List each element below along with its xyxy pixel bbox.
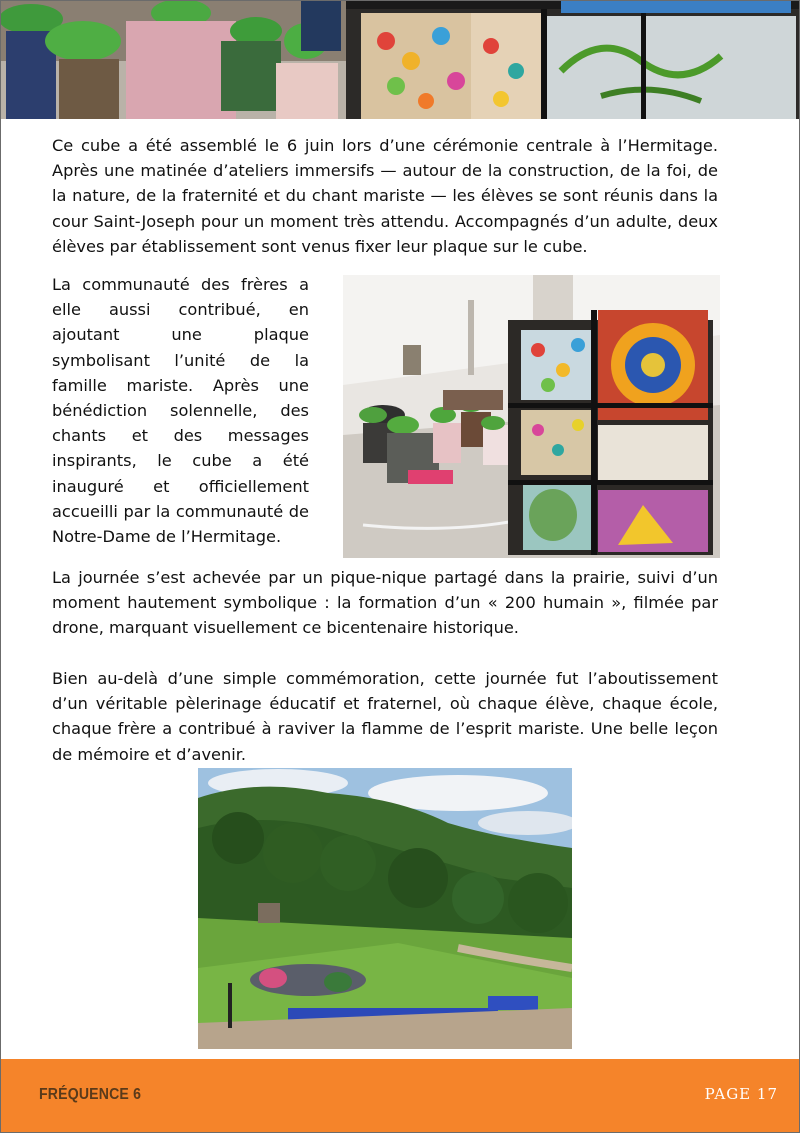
article-paragraph-community: La communauté des frères a elle aussi contribué, en ajoutant une plaque symbolisant l’unité de la famille mariste. Après une bénédiction solennelle, des chants et des messages inspirants, le cube a été inauguré et officiellement accueilli par la communauté de Notre-Dame de l’Hermitage. [52,275,309,547]
publication-name: FRÉQUENCE 6 [39,1086,142,1103]
article-paragraph-picnic: La journée s’est achevée par un pique-nique partagé dans la prairie, suivi d’un moment hautement symbolique : la formation d’un « 200 humain », filmée par drone, marquant visuellement ce bicentenaire historique. [52,568,718,638]
article-paragraph-intro: Ce cube a été assemblé le 6 juin lors d’une cérémonie centrale à l’Hermitage. Après une matinée d’ateliers immersifs — autour de la construction, de la foi, de la nature, de la fraternité et du chant mariste — les élèves se sont réunis dans la cour Saint-Joseph pour un moment très attendu. Accompagnés d’un adulte, deux élèves par établissement sont venus fixer leur plaque sur le cube. [52,136,718,256]
page-number: PAGE 17 [704,1085,778,1103]
banner-photo [1,1,799,119]
article-paragraph-conclusion: Bien au-delà d’une simple commémoration, cette journée fut l’aboutissement d’un véritable pèlerinage éducatif et fraternel, où chaque élève, chaque école, chaque frère a contribué à raviver la flamme de l’esprit mariste. Une belle leçon de mémoire et d’avenir. [52,669,718,764]
meadow-gathering-photo [198,768,572,1049]
page-footer [1,1059,799,1132]
cube-inauguration-photo [343,275,720,558]
